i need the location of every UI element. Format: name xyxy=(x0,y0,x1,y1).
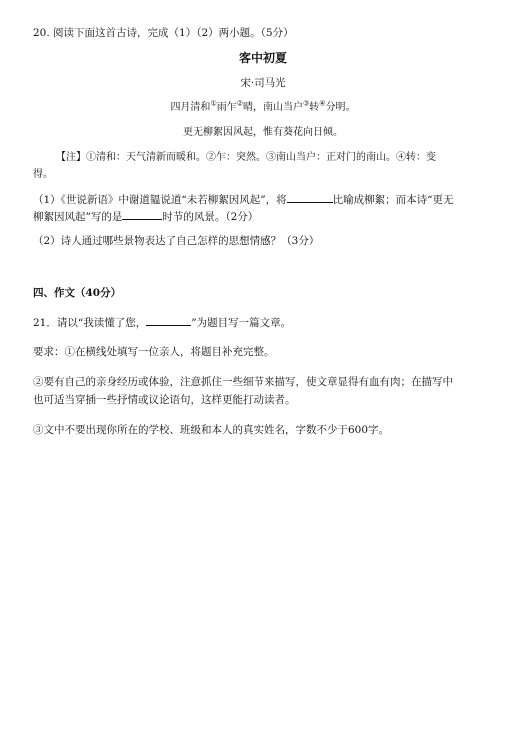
footnote-marker-2: ② xyxy=(236,99,243,108)
subquestion-1-text-d: 时节的风景。（2分） xyxy=(162,211,259,223)
poem-line-1-part-d: 转 xyxy=(309,102,320,113)
subquestion-1-line-1 xyxy=(33,192,454,207)
subquestion-1-text-b: 比喻成柳絮；而本诗“更无 xyxy=(332,194,454,206)
poem-line-1-part-c: 晴，南山当户 xyxy=(243,102,303,113)
section-4-heading: 四、作文（40分） xyxy=(33,287,122,299)
footnote-marker-1: ① xyxy=(210,99,217,108)
requirement-2-line-2: 也可适当穿插一些抒情或议论语句，这样更能打动读者。 xyxy=(33,394,296,406)
title-blank[interactable] xyxy=(146,315,191,326)
subquestion-1-text-c: 柳絮因风起”写的是 xyxy=(33,211,123,223)
question-21-text-a: 21．请以“我读懂了您， xyxy=(33,317,147,329)
subquestion-1-text-a: （1）《世说新语》中谢道韫说道“未若柳絮因风起”，将 xyxy=(33,194,287,206)
requirement-1: 要求：①在横线处填写一位亲人，将题目补充完整。 xyxy=(33,346,275,358)
subquestion-2: （2）诗人通过哪些景物表达了自己怎样的思想情感？（3分） xyxy=(33,235,320,247)
poem-line-1 xyxy=(0,101,526,115)
requirement-3: ③文中不要出现你所在的学校、班级和本人的真实姓名，字数不少于600字。 xyxy=(33,424,390,436)
poem-notes-line-1: 【注】①清和：天气清新而暖和。②乍：突然。③南山当户：正对门的南山。④转：变 xyxy=(56,152,436,163)
poem-author: 宋·司马光 xyxy=(240,77,286,89)
answer-blank-2[interactable] xyxy=(122,209,162,220)
poem-line-1-part-e: 分明。 xyxy=(325,102,356,113)
answer-blank-1[interactable] xyxy=(287,192,333,203)
question-21-prompt xyxy=(33,315,291,330)
poem-line-1-part-b: 雨乍 xyxy=(216,102,237,113)
poem-line-2: 更无柳絮因风起，惟有葵花向日倾。 xyxy=(183,127,343,138)
footnote-marker-4: ④ xyxy=(319,99,326,108)
footnote-marker-3: ③ xyxy=(303,99,310,108)
poem-title: 客中初夏 xyxy=(238,51,287,65)
poem-line-1-part-a: 四月清和 xyxy=(170,102,211,113)
question-20-heading: 20. 阅读下面这首古诗，完成（1）（2）两小题。（5分） xyxy=(33,27,294,39)
subquestion-1-line-2 xyxy=(33,209,258,224)
poem-notes-line-2: 得。 xyxy=(33,169,53,180)
question-21-text-b: ”为题目写一篇文章。 xyxy=(191,317,292,329)
requirement-2-line-1: ②要有自己的亲身经历或体验，注意抓住一些细节来描写，使文章显得有血有肉；在描写中 xyxy=(33,376,453,388)
